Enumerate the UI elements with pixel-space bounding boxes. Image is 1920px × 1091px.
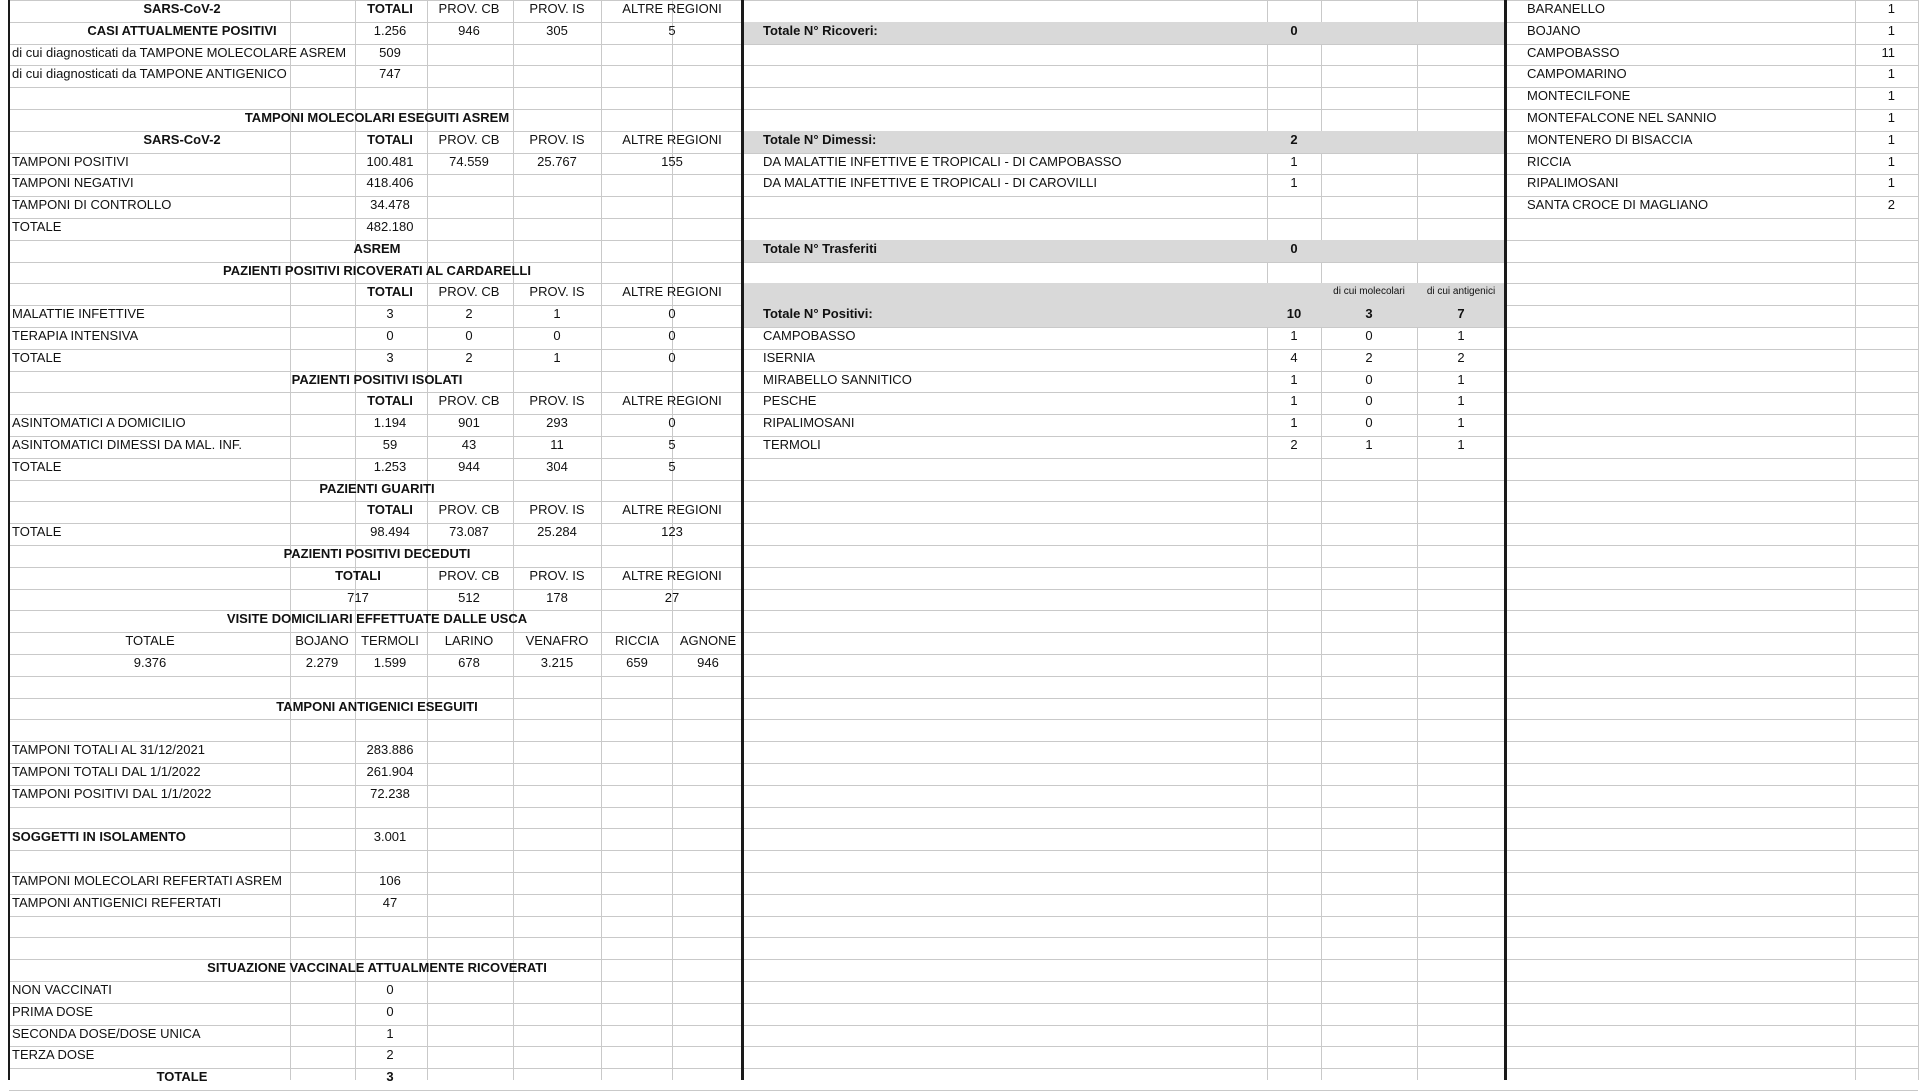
row-value: 0 xyxy=(386,982,394,997)
header-totali: TOTALI xyxy=(367,502,413,517)
value-prov-is: 25.767 xyxy=(537,154,577,169)
grid-line xyxy=(1321,0,1322,1080)
section-title: TAMPONI ANTIGENICI ESEGUITI xyxy=(276,699,478,714)
grid-line xyxy=(1506,610,1918,611)
grid-line xyxy=(742,414,1506,415)
row-label: TOTALE xyxy=(12,524,62,539)
usca-header: VENAFRO xyxy=(525,633,589,648)
grid-line xyxy=(1506,1025,1918,1026)
grid-line xyxy=(1506,872,1918,873)
grid-line xyxy=(742,0,1506,1)
grid-line xyxy=(1506,392,1918,393)
positivi-row-molecolari: 0 xyxy=(1365,372,1373,387)
header-prov-is: PROV. IS xyxy=(529,284,585,299)
grid-line xyxy=(1506,523,1918,524)
grid-line xyxy=(1506,1003,1918,1004)
grid-line xyxy=(742,589,1506,590)
dimessi-row-label: DA MALATTIE INFETTIVE E TROPICALI - DI CAMPOBASSO xyxy=(763,154,1122,169)
header-prov-is: PROV. IS xyxy=(529,393,585,408)
comune-value: 1 xyxy=(1887,110,1895,125)
comune-value: 11 xyxy=(1881,45,1895,60)
row-label: TOTALE xyxy=(12,219,62,234)
value-prov-cb: 74.559 xyxy=(449,154,489,169)
grid-line xyxy=(742,676,1506,677)
row-label: TAMPONI POSITIVI xyxy=(12,154,129,169)
grid-line xyxy=(742,850,1506,851)
row-label: TOTALE xyxy=(12,350,62,365)
row-label: TOTALE xyxy=(12,459,62,474)
grid-line xyxy=(9,589,742,590)
value-altre-regioni: 5 xyxy=(668,23,676,38)
value-prov-cb: 0 xyxy=(465,328,473,343)
header-prov-is: PROV. IS xyxy=(529,132,585,147)
row-label: di cui diagnosticati da TAMPONE MOLECOLARE ASREM xyxy=(12,45,347,60)
usca-header: LARINO xyxy=(444,633,494,648)
usca-header: BOJANO xyxy=(295,633,349,648)
value-prov-cb: 2 xyxy=(465,350,473,365)
subheader-molecolari: di cui molecolari xyxy=(1333,286,1405,297)
comune-value: 2 xyxy=(1887,197,1895,212)
grid-line xyxy=(1506,436,1918,437)
value-altre-regioni: 0 xyxy=(668,350,676,365)
positivi-row-antigenici: 2 xyxy=(1457,350,1465,365)
grid-line xyxy=(742,501,1506,502)
grid-line xyxy=(742,828,1506,829)
section-title: SARS-CoV-2 xyxy=(143,1,221,16)
comune-name: MONTEFALCONE NEL SANNIO xyxy=(1527,110,1717,125)
value-totali: 3 xyxy=(386,306,394,321)
grid-line xyxy=(742,872,1506,873)
positivi-molecolari: 3 xyxy=(1365,306,1373,321)
subheader-antigenici: di cui antigenici xyxy=(1426,286,1496,297)
value-totali: 1.253 xyxy=(373,459,407,474)
row-label: CASI ATTUALMENTE POSITIVI xyxy=(87,23,277,38)
grid-line xyxy=(513,0,514,1080)
grid-line xyxy=(1506,698,1918,699)
section-title: ASREM xyxy=(353,241,401,256)
usca-value: 3.215 xyxy=(540,655,574,670)
positivi-row-label: MIRABELLO SANNITICO xyxy=(763,372,912,387)
dimessi-row-label: DA MALATTIE INFETTIVE E TROPICALI - DI CAROVILLI xyxy=(763,175,1097,190)
comune-name: MONTECILFONE xyxy=(1527,88,1631,103)
value-totali: 98.494 xyxy=(370,524,410,539)
value-prov-is: 1 xyxy=(553,306,561,321)
grid-line xyxy=(742,763,1506,764)
value-prov-is: 304 xyxy=(546,459,568,474)
value-totali: 1.256 xyxy=(373,23,407,38)
grid-line xyxy=(742,1003,1506,1004)
comune-name: BOJANO xyxy=(1527,23,1581,38)
comune-value: 1 xyxy=(1887,66,1895,81)
row-label: SECONDA DOSE/DOSE UNICA xyxy=(12,1026,201,1041)
row-value: 2 xyxy=(386,1047,394,1062)
value-prov-is: 1 xyxy=(553,350,561,365)
comune-value: 1 xyxy=(1887,132,1895,147)
dimessi-label: Totale N° Dimessi: xyxy=(763,132,877,147)
section-subtitle: SARS-CoV-2 xyxy=(143,132,221,147)
positivi-row-antigenici: 1 xyxy=(1457,437,1465,452)
positivi-antigenici: 7 xyxy=(1457,306,1465,321)
comune-value: 1 xyxy=(1887,23,1895,38)
grid-line xyxy=(9,916,742,917)
positivi-total: 10 xyxy=(1286,306,1302,321)
grid-line xyxy=(742,109,1506,110)
value-prov-is: 11 xyxy=(550,437,564,452)
grid-line xyxy=(742,959,1506,960)
row-label: PRIMA DOSE xyxy=(12,1004,93,1019)
grid-line xyxy=(1506,480,1918,481)
value-prov-cb: 946 xyxy=(458,23,480,38)
row-value: 106 xyxy=(379,873,401,888)
positivi-row-total: 1 xyxy=(1290,328,1298,343)
row-label: TAMPONI TOTALI AL 31/12/2021 xyxy=(12,742,205,757)
value-prov-cb: 73.087 xyxy=(449,524,489,539)
header-totali: TOTALI xyxy=(335,568,381,583)
positivi-row-molecolari: 2 xyxy=(1365,350,1373,365)
value-prov-cb: 512 xyxy=(458,590,480,605)
row-value: 47 xyxy=(382,895,398,910)
value-prov-is: 0 xyxy=(553,328,561,343)
row-value: 1 xyxy=(386,1026,394,1041)
value-totali: 59 xyxy=(382,437,398,452)
usca-value: 9.376 xyxy=(133,655,167,670)
grid-line xyxy=(742,1025,1506,1026)
grid-line xyxy=(1506,741,1918,742)
grid-line xyxy=(1855,0,1856,1080)
header-prov-cb: PROV. CB xyxy=(438,284,500,299)
grid-line xyxy=(9,719,742,720)
grid-line xyxy=(742,1046,1506,1047)
grid-line xyxy=(1417,0,1418,1080)
grid-line xyxy=(9,981,742,982)
grid-line xyxy=(742,44,1506,45)
positivi-row-label: TERMOLI xyxy=(763,437,821,452)
grid-line xyxy=(742,894,1506,895)
grid-line xyxy=(742,196,1506,197)
grid-line xyxy=(1506,1046,1918,1047)
row-value: 3 xyxy=(386,1069,394,1084)
value-prov-is: 293 xyxy=(546,415,568,430)
grid-line xyxy=(1506,218,1918,219)
value-prov-is: 305 xyxy=(546,23,568,38)
comune-value: 1 xyxy=(1887,88,1895,103)
grid-line xyxy=(9,1068,742,1069)
grid-line xyxy=(1506,632,1918,633)
header-altre-regioni: ALTRE REGIONI xyxy=(622,393,722,408)
grid-line xyxy=(742,785,1506,786)
comune-name: RIPALIMOSANI xyxy=(1527,175,1619,190)
header-prov-cb: PROV. CB xyxy=(438,393,500,408)
row-label: TAMPONI TOTALI DAL 1/1/2022 xyxy=(12,764,201,779)
grid-line xyxy=(1506,262,1918,263)
row-label: TAMPONI NEGATIVI xyxy=(12,175,134,190)
grid-line xyxy=(9,349,742,350)
value-altre-regioni: 155 xyxy=(661,154,683,169)
value-altre-regioni: 0 xyxy=(668,306,676,321)
row-label: ASINTOMATICI DIMESSI DA MAL. INF. xyxy=(12,437,242,452)
panel-divider xyxy=(741,0,744,1080)
positivi-row-antigenici: 1 xyxy=(1457,372,1465,387)
row-label: TAMPONI DI CONTROLLO xyxy=(12,197,172,212)
grid-line xyxy=(1506,305,1918,306)
value-totali: 0 xyxy=(386,328,394,343)
header-prov-cb: PROV. CB xyxy=(438,568,500,583)
grid-line xyxy=(742,1068,1506,1069)
value-totali: 1.194 xyxy=(373,415,407,430)
grid-line xyxy=(742,523,1506,524)
grid-line xyxy=(427,0,428,1080)
positivi-row-label: RIPALIMOSANI xyxy=(763,415,855,430)
row-label: di cui diagnosticati da TAMPONE ANTIGENICO xyxy=(12,66,287,81)
usca-value: 946 xyxy=(697,655,719,670)
left-border xyxy=(8,0,10,1080)
grid-line xyxy=(1506,981,1918,982)
value-altre-regioni: 5 xyxy=(668,459,676,474)
comune-value: 1 xyxy=(1887,175,1895,190)
grid-line xyxy=(742,937,1506,938)
header-totali: TOTALI xyxy=(367,284,413,299)
header-prov-cb: PROV. CB xyxy=(438,132,500,147)
grid-line xyxy=(742,392,1506,393)
positivi-row-total: 4 xyxy=(1290,350,1298,365)
grid-line xyxy=(1506,654,1918,655)
value-totali: 509 xyxy=(379,45,401,60)
positivi-row-label: PESCHE xyxy=(763,393,817,408)
value-prov-cb: 43 xyxy=(461,437,477,452)
positivi-row-molecolari: 0 xyxy=(1365,393,1373,408)
value-totali: 482.180 xyxy=(366,219,414,234)
value-totali: 3 xyxy=(386,350,394,365)
row-label: TAMPONI ANTIGENICI REFERTATI xyxy=(12,895,222,910)
comune-name: CAMPOBASSO xyxy=(1527,45,1620,60)
comune-value: 1 xyxy=(1887,154,1895,169)
comune-name: SANTA CROCE DI MAGLIANO xyxy=(1527,197,1709,212)
grid-line xyxy=(1506,828,1918,829)
header-altre-regioni: ALTRE REGIONI xyxy=(622,284,722,299)
section-title: PAZIENTI GUARITI xyxy=(319,481,435,496)
positivi-row-molecolari: 1 xyxy=(1365,437,1373,452)
grid-line xyxy=(1506,763,1918,764)
header-altre-regioni: ALTRE REGIONI xyxy=(622,1,722,16)
grid-line xyxy=(1506,959,1918,960)
dimessi-row-value: 1 xyxy=(1290,154,1298,169)
grid-line xyxy=(601,0,602,1080)
row-label: TAMPONI POSITIVI DAL 1/1/2022 xyxy=(12,786,212,801)
value-prov-cb: 901 xyxy=(458,415,480,430)
grid-line xyxy=(9,850,742,851)
usca-value: 1.599 xyxy=(373,655,407,670)
header-totali: TOTALI xyxy=(367,132,413,147)
positivi-row-total: 1 xyxy=(1290,415,1298,430)
grid-line xyxy=(1506,719,1918,720)
header-altre-regioni: ALTRE REGIONI xyxy=(622,132,722,147)
usca-header: TERMOLI xyxy=(361,633,419,648)
grid-line xyxy=(1506,567,1918,568)
grid-line xyxy=(1506,240,1918,241)
grid-line xyxy=(1506,589,1918,590)
section-title: VISITE DOMICILIARI EFFETTUATE DALLE USCA xyxy=(226,611,528,626)
row-label: MALATTIE INFETTIVE xyxy=(12,306,145,321)
grid-line xyxy=(742,741,1506,742)
positivi-label: Totale N° Positivi: xyxy=(763,306,873,321)
grid-line xyxy=(742,218,1506,219)
grid-line xyxy=(1506,1068,1918,1069)
trasferiti-label: Totale N° Trasferiti xyxy=(763,241,878,256)
usca-header: RICCIA xyxy=(614,633,660,648)
grid-line xyxy=(1506,850,1918,851)
grid-line xyxy=(742,610,1506,611)
grid-line xyxy=(742,654,1506,655)
grid-line xyxy=(9,1046,742,1047)
grid-line xyxy=(1506,807,1918,808)
dimessi-value: 2 xyxy=(1290,132,1298,147)
positivi-row-antigenici: 1 xyxy=(1457,415,1465,430)
header-totali: TOTALI xyxy=(367,393,413,408)
grid-line xyxy=(742,545,1506,546)
row-label: SOGGETTI IN ISOLAMENTO xyxy=(12,829,186,844)
value-prov-cb: 944 xyxy=(458,459,480,474)
row-value: 0 xyxy=(386,1004,394,1019)
positivi-row-total: 1 xyxy=(1290,372,1298,387)
grid-line xyxy=(9,676,742,677)
grid-line xyxy=(742,458,1506,459)
header-altre-regioni: ALTRE REGIONI xyxy=(622,568,722,583)
positivi-row-total: 2 xyxy=(1290,437,1298,452)
header-prov-is: PROV. IS xyxy=(529,1,585,16)
row-value: 261.904 xyxy=(366,764,414,779)
grid-line xyxy=(355,0,356,1080)
usca-header: TOTALE xyxy=(125,633,175,648)
value-totali: 418.406 xyxy=(366,175,414,190)
panel-divider xyxy=(1504,0,1507,1080)
grid-line xyxy=(1506,916,1918,917)
row-value: 72.238 xyxy=(370,786,410,801)
grid-line xyxy=(742,87,1506,88)
value-prov-cb: 2 xyxy=(465,306,473,321)
grid-line xyxy=(1506,501,1918,502)
grid-line xyxy=(742,807,1506,808)
header-altre-regioni: ALTRE REGIONI xyxy=(622,502,722,517)
grid-line xyxy=(742,981,1506,982)
comune-name: CAMPOMARINO xyxy=(1527,66,1627,81)
grid-line xyxy=(1506,937,1918,938)
header-prov-cb: PROV. CB xyxy=(438,1,500,16)
value-altre-regioni: 27 xyxy=(664,590,680,605)
value-altre-regioni: 5 xyxy=(668,437,676,452)
positivi-row-label: ISERNIA xyxy=(763,350,816,365)
grid-line xyxy=(1506,545,1918,546)
value-totali: 717 xyxy=(347,590,369,605)
comune-name: MONTENERO DI BISACCIA xyxy=(1527,132,1693,147)
trasferiti-value: 0 xyxy=(1290,241,1298,256)
positivi-row-total: 1 xyxy=(1290,393,1298,408)
header-prov-is: PROV. IS xyxy=(529,568,585,583)
section-title: PAZIENTI POSITIVI ISOLATI xyxy=(291,372,463,387)
row-label: TAMPONI MOLECOLARI REFERTATI ASREM xyxy=(12,873,282,888)
row-label: ASINTOMATICI A DOMICILIO xyxy=(12,415,186,430)
grid-line xyxy=(742,632,1506,633)
grid-line xyxy=(1918,0,1919,1080)
grid-line xyxy=(1506,894,1918,895)
positivi-row-antigenici: 1 xyxy=(1457,393,1465,408)
grid-line xyxy=(1506,458,1918,459)
grid-line xyxy=(1506,676,1918,677)
usca-header: AGNONE xyxy=(679,633,737,648)
value-altre-regioni: 123 xyxy=(661,524,683,539)
comune-name: RICCIA xyxy=(1527,154,1572,169)
value-totali: 34.478 xyxy=(370,197,410,212)
grid-line xyxy=(1506,327,1918,328)
positivi-row-antigenici: 1 xyxy=(1457,328,1465,343)
positivi-row-label: CAMPOBASSO xyxy=(763,328,856,343)
ricoveri-value: 0 xyxy=(1290,23,1298,38)
row-value: 3.001 xyxy=(373,829,407,844)
grid-line xyxy=(742,480,1506,481)
row-label: TERAPIA INTENSIVA xyxy=(12,328,139,343)
usca-value: 678 xyxy=(458,655,480,670)
grid-line xyxy=(742,436,1506,437)
section-title: SITUAZIONE VACCINALE ATTUALMENTE RICOVERATI xyxy=(207,960,547,975)
comune-value: 1 xyxy=(1887,1,1895,16)
header-totali: TOTALI xyxy=(367,1,413,16)
grid-line xyxy=(742,262,1506,263)
usca-value: 659 xyxy=(626,655,648,670)
grid-line xyxy=(1267,0,1268,1080)
ricoveri-label: Totale N° Ricoveri: xyxy=(763,23,878,38)
row-label: TERZA DOSE xyxy=(12,1047,95,1062)
grid-line xyxy=(9,937,742,938)
header-prov-is: PROV. IS xyxy=(529,502,585,517)
positivi-row-molecolari: 0 xyxy=(1365,328,1373,343)
grid-line xyxy=(9,1003,742,1004)
grid-line xyxy=(742,698,1506,699)
grid-line xyxy=(742,349,1506,350)
value-totali: 100.481 xyxy=(366,154,414,169)
section-title: TAMPONI MOLECOLARI ESEGUITI ASREM xyxy=(244,110,510,125)
positivi-row-molecolari: 0 xyxy=(1365,415,1373,430)
grid-line xyxy=(290,0,291,1080)
grid-line xyxy=(742,65,1506,66)
row-label: TOTALE xyxy=(156,1069,208,1084)
grid-line xyxy=(9,87,742,88)
value-altre-regioni: 0 xyxy=(668,415,676,430)
grid-line xyxy=(1506,414,1918,415)
grid-line xyxy=(9,807,742,808)
section-title: PAZIENTI POSITIVI DECEDUTI xyxy=(283,546,471,561)
grid-line xyxy=(742,327,1506,328)
grid-line xyxy=(742,567,1506,568)
dimessi-row-value: 1 xyxy=(1290,175,1298,190)
grid-line xyxy=(1506,371,1918,372)
section-title: PAZIENTI POSITIVI RICOVERATI AL CARDARELLI xyxy=(223,263,531,278)
grid-line xyxy=(1506,349,1918,350)
value-altre-regioni: 0 xyxy=(668,328,676,343)
comune-name: BARANELLO xyxy=(1527,1,1606,16)
grid-line xyxy=(1506,785,1918,786)
usca-value: 2.279 xyxy=(305,655,339,670)
grid-line xyxy=(1506,283,1918,284)
header-prov-cb: PROV. CB xyxy=(438,502,500,517)
grid-line xyxy=(742,916,1506,917)
row-label: NON VACCINATI xyxy=(12,982,112,997)
value-prov-is: 178 xyxy=(546,590,568,605)
value-totali: 747 xyxy=(379,66,401,81)
value-prov-is: 25.284 xyxy=(537,524,577,539)
grid-line xyxy=(742,719,1506,720)
row-value: 283.886 xyxy=(366,742,414,757)
